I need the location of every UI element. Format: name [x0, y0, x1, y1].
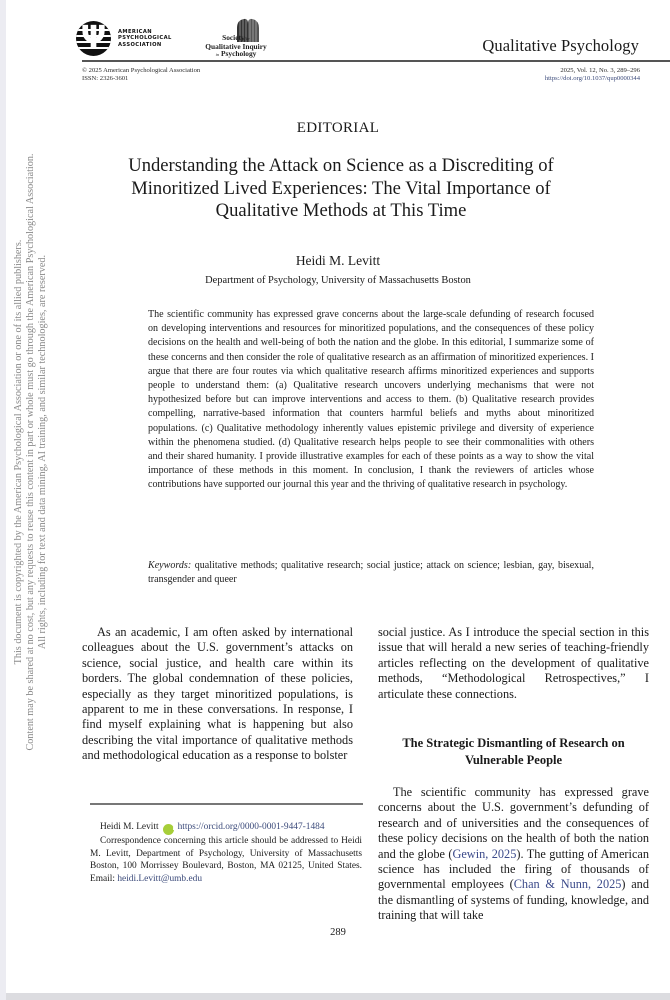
side-notice-line: Content may be shared at no cost, but any requests to reuse this content in part or whole must go through the American Psychological Association.	[25, 153, 37, 751]
volume-info-block	[545, 67, 640, 83]
orcid-link[interactable]: https://orcid.org/0000-0001-9447-1484	[177, 822, 325, 832]
sqip-line1-small: for	[244, 36, 250, 41]
author-note	[90, 821, 362, 885]
paragraph-text: The scientific community has expressed grave concerns about the U.S. government’s defunding of research and of universities and the consequences of these policy decisions on the health of both the nation and the globe (	[378, 785, 649, 861]
keywords-label: Keywords:	[148, 560, 192, 571]
sqip-line1: Society	[222, 33, 245, 42]
header-rule	[82, 60, 670, 62]
issn-text: ISSN: 2326-3601	[82, 74, 129, 82]
section-paragraph	[378, 785, 649, 924]
correspondence-note	[90, 835, 362, 885]
article-title: Understanding the Attack on Science as a Discrediting of Minoritized Lived Experiences: The Vital Importance of Qualitative Methods at This Time	[128, 155, 554, 221]
correspondence-text: Correspondence concerning this article should be addressed to Heidi M. Levitt, Department of Psychology, University of Massachusetts Boston, 100 Morrissey Boulevard, Boston, MA 02125, United States. Email:	[90, 836, 362, 884]
copyright-side-notice	[13, 153, 49, 751]
sqip-line2: Qualitative Inquiry	[205, 41, 267, 51]
footnote-rule	[90, 803, 363, 805]
apa-logo	[76, 21, 172, 56]
body-paragraph: As an academic, I am often asked by international colleagues about the U.S. government’s attacks on science, social justice, and health care within its borders. The global condemnation of these policies, especially as they target minoritized populations, is apparent to me in these conversations. In response, I find myself explaining what is happening but also describing the vital importance of qualitative methods and methodological education as a response to bolster	[82, 625, 353, 763]
apa-logo-line: ASSOCIATION	[118, 41, 162, 48]
citation-link[interactable]: Gewin, 2025	[452, 846, 517, 861]
footnote-author-name: Heidi M. Levitt	[100, 822, 159, 832]
apa-logo-line: AMERICAN	[118, 28, 153, 35]
body-paragraph-continued: social justice. As I introduce the special section in this issue that will herald a new series of teaching-friendly articles reflecting on the development of qualitative methods, “Methodological Retrospectives,” I articulate these connections.	[378, 625, 649, 701]
apa-logo-text	[118, 29, 172, 49]
author-name: Heidi M. Levitt	[295, 253, 381, 268]
journal-title: Qualitative Psychology	[482, 36, 639, 55]
body-column-right	[378, 625, 649, 924]
side-notice-line: This document is copyrighted by the American Psychological Association or one of its allied publishers.	[13, 239, 24, 665]
keywords-list: qualitative methods; qualitative research; social justice; attack on science; lesbian, gay, bisexual, transgender and queer	[148, 560, 594, 586]
doi-link[interactable]: https://doi.org/10.1037/qup0000344	[544, 74, 640, 82]
side-notice-line: All rights, including for text and data mining, AI training, and similar technologies, are reserved.	[37, 254, 49, 650]
copyright-block	[82, 67, 200, 83]
volume-info: 2025, Vol. 12, No. 3, 289–296	[560, 67, 640, 74]
keywords	[148, 559, 594, 587]
citation-link[interactable]: Chan & Nunn, 2025	[513, 877, 622, 892]
paragraph-text: ) and the dismantling of systems of funding, knowledge, and training that will take	[378, 877, 649, 923]
apa-logo-line: PSYCHOLOGICAL	[118, 35, 172, 42]
sqip-line3: Psychology	[221, 49, 257, 59]
sqip-logo	[196, 18, 276, 58]
author-affiliation: Department of Psychology, University of Massachusetts Boston	[205, 275, 471, 286]
sqip-line3-small: in	[215, 52, 220, 58]
paragraph-text: ). The gutting of American science has included the firing of thousands of governmental employees (	[378, 846, 650, 892]
email-link[interactable]: heidi.Levitt@umb.edu	[117, 873, 203, 884]
abstract: The scientific community has expressed grave concerns about the large-scale defunding of research focused on developing interventions and resources for minoritized populations, and the consequences of these policy decisions on the health and well-being of both the nation and the globe. In this editorial, I summarize some of these concerns and then consider the role of qualitative research as an affirmation of minoritized experiences. I argue that there are four routes via which qualitative research affirms minoritized experiences and supports people to understand them: (a) Qualitative research uncovers underlying mechanisms that were not hypothesized before but can improve interventions and access to them. (b) Qualitative research provides compelling, narrative-based information that counters harmful beliefs and myths about minoritized populations. (c) Qualitative methodology inherently values epistemic privilege and diversity of experience within the phenomena studied. (d) Qualitative research helps people to see their commonalities with others and their shared humanity. I provide illustrative examples for each of these points as a way to show the vital importance of these methods in this moment. In conclusion, I thank the reviewers of articles whose contributions have supported our journal this year and the thriving of qualitative research in psychology.	[148, 309, 594, 491]
article-type-label: EDITORIAL	[296, 120, 380, 136]
orcid-icon[interactable]: iD	[163, 824, 174, 835]
sqip-logo-text	[196, 34, 276, 59]
section-heading: The Strategic Dismantling of Research on Vulnerable People	[402, 736, 625, 768]
document-page	[6, 0, 670, 993]
page-number: 289	[330, 927, 346, 938]
copyright-text: © 2025 American Psychological Association	[82, 67, 201, 74]
body-column-left	[82, 625, 353, 764]
apa-psi-icon: Ψ	[76, 21, 111, 56]
orcid-line	[90, 821, 362, 835]
